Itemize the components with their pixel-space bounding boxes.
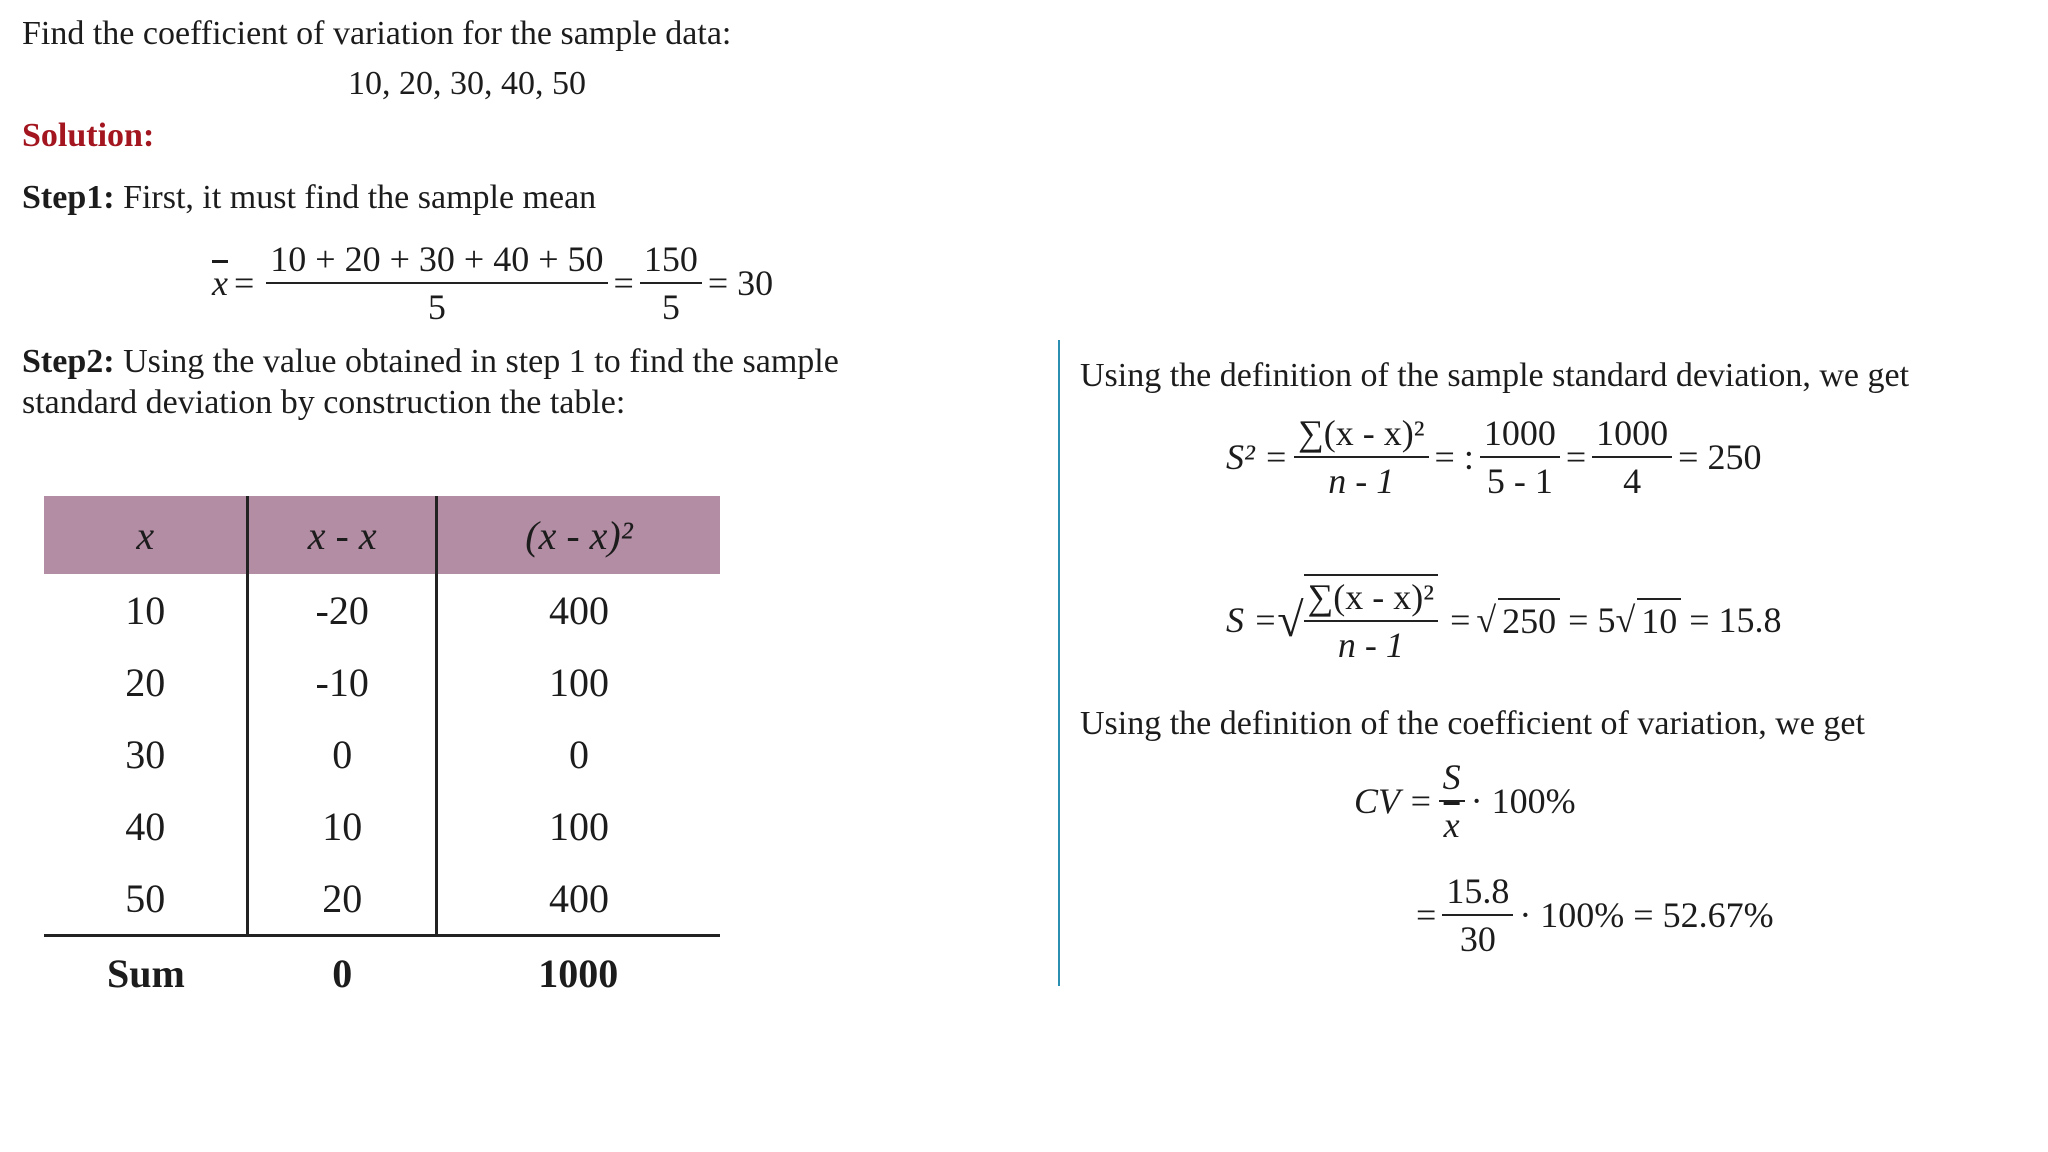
table-header-squared-deviation: (x - x)²	[437, 496, 721, 574]
table-cell: 0	[248, 718, 437, 790]
cv-fraction-den: x	[1443, 805, 1460, 845]
mean-fraction-2	[640, 238, 702, 328]
step2-paragraph	[22, 342, 1038, 424]
mean-equation	[212, 238, 773, 328]
table-cell: -20	[248, 574, 437, 646]
std-dev-lhs: S =	[1226, 600, 1278, 640]
table-header-x: x	[44, 496, 248, 574]
std-dev-equals-2: = 5	[1568, 600, 1616, 640]
problem-prompt: Find the coefficient of variation for the sample data:	[22, 15, 732, 52]
std-dev-result: = 15.8	[1689, 600, 1782, 640]
variance-fraction-1-den: n - 1	[1328, 461, 1395, 501]
variance-mid: = :	[1434, 437, 1474, 477]
table-cell: 400	[437, 574, 721, 646]
table-cell: 30	[125, 731, 166, 777]
cv-fraction	[1439, 756, 1465, 846]
sqrt-250: 250	[1498, 598, 1560, 642]
table-cell: 20	[125, 659, 166, 705]
table-cell: 400	[437, 862, 721, 936]
table-cell: 40	[125, 803, 166, 849]
variance-fraction-3	[1592, 412, 1672, 502]
cv-result-tail: · 100% = 52.67%	[1519, 895, 1774, 935]
cv-result-fraction-num: 15.8	[1442, 870, 1513, 916]
mean-fraction-1	[266, 238, 607, 328]
cv-fraction-num: S	[1439, 756, 1465, 802]
variance-fraction-2-den: 5 - 1	[1486, 461, 1553, 501]
table-cell: 10	[248, 790, 437, 862]
step1-label: Step1:	[22, 179, 115, 216]
table-row	[44, 862, 720, 936]
sqrt-sign-icon: √	[1615, 600, 1636, 640]
table-cell: 100	[437, 646, 721, 718]
variance-result: = 250	[1678, 437, 1762, 477]
mean-fraction-2-den: 5	[661, 287, 680, 327]
variance-fraction-1	[1294, 412, 1428, 502]
mean-fraction-1-den: 5	[427, 287, 446, 327]
std-dev-fraction-den: n - 1	[1337, 625, 1404, 665]
cv-tail: · 100%	[1470, 781, 1576, 821]
sample-data-line: 10, 20, 30, 40, 50	[348, 65, 586, 102]
variance-fraction-2	[1480, 412, 1560, 502]
variance-fraction-2-num: 1000	[1480, 412, 1560, 458]
std-dev-equation	[1226, 574, 1782, 666]
sqrt-10: 10	[1637, 598, 1681, 642]
table-header-deviation: x - x	[248, 496, 437, 574]
mean-result: = 30	[707, 263, 774, 303]
variance-equation	[1226, 412, 1761, 502]
variance-lhs: S² =	[1226, 437, 1289, 477]
table-sum-squared: 1000	[437, 936, 721, 1010]
table-row	[44, 574, 720, 646]
step1-text: First, it must find the sample mean	[114, 179, 597, 216]
std-dev-equals: =	[1450, 600, 1471, 640]
table-sum-row	[44, 936, 720, 1010]
deviation-table	[44, 496, 720, 1009]
std-dev-fraction-num: ∑(x - x)²	[1304, 576, 1438, 622]
variance-fraction-3-num: 1000	[1592, 412, 1672, 458]
table-cell: 100	[437, 790, 721, 862]
std-dev-intro: Using the definition of the sample standard deviation, we get	[1080, 357, 1910, 394]
table-cell: 20	[248, 862, 437, 936]
cv-result-equals: =	[1416, 895, 1437, 935]
cv-lhs: CV =	[1354, 781, 1433, 821]
table-sum-deviation: 0	[248, 936, 437, 1010]
step2-label: Step2:	[22, 343, 115, 380]
sqrt-sign-icon: √	[1476, 600, 1497, 640]
table-cell: -10	[248, 646, 437, 718]
cv-result-fraction-den: 30	[1459, 919, 1496, 959]
variance-equals: =	[1565, 437, 1587, 477]
table-cell: 10	[125, 587, 166, 633]
solution-label: Solution:	[22, 117, 155, 154]
table-row	[44, 790, 720, 862]
radical-sign-icon: √	[1277, 593, 1304, 647]
table-row	[44, 718, 720, 790]
column-divider	[1058, 340, 1060, 986]
table-sum-label: Sum	[44, 936, 248, 1010]
table-row	[44, 646, 720, 718]
mean-fraction-2-num: 150	[640, 238, 702, 284]
table-cell: 0	[437, 718, 721, 790]
step1-line	[22, 178, 596, 219]
std-dev-fraction	[1304, 574, 1438, 666]
mean-equals: =	[233, 263, 255, 303]
variance-fraction-3-den: 4	[1623, 461, 1642, 501]
cv-result-fraction	[1442, 870, 1513, 960]
cv-intro: Using the definition of the coefficient of variation, we get	[1080, 705, 1865, 742]
cv-result-equation	[1416, 870, 1774, 960]
table-header-row	[44, 496, 720, 574]
table-cell: 50	[125, 875, 166, 921]
cv-equation	[1354, 756, 1576, 846]
variance-fraction-1-num: ∑(x - x)²	[1294, 412, 1428, 458]
mean-fraction-1-num: 10 + 20 + 30 + 40 + 50	[266, 238, 607, 284]
step2-text-line1: Using the value obtained in step 1 to find the sample	[114, 343, 839, 380]
mean-equals-2: =	[613, 263, 634, 303]
step2-text-line2: standard deviation by construction the table:	[22, 383, 626, 421]
mean-xbar: $\overline{x}$	[212, 263, 228, 303]
